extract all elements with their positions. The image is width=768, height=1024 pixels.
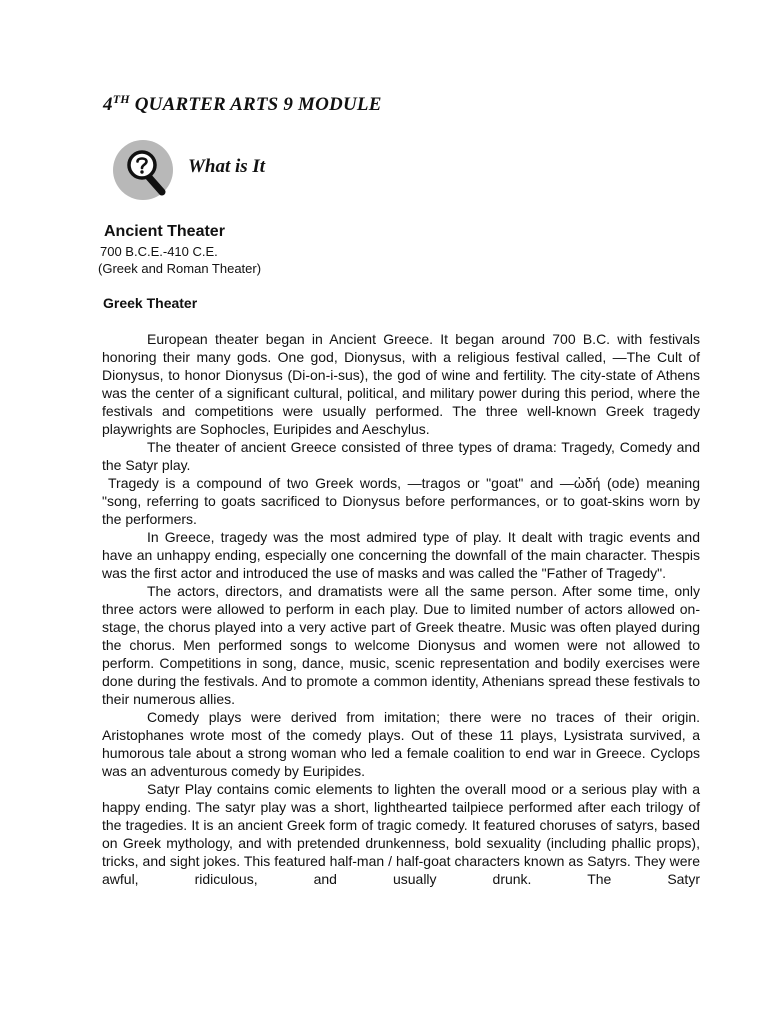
topic-title: Ancient Theater bbox=[104, 223, 225, 240]
paragraph-satyr-play: Satyr Play contains comic elements to lighten the overall mood or a serious play with a happy ending. The satyr play was a short, lighthearted tailpiece performed after each trilogy of the tragedies. It is an ancient Greek form of tragic comedy. It featured choruses of satyrs, based on Greek mythology, and with pretended drunkenness, bold sexuality (including phallic props), tricks, and sight jokes. This featured half-man / half-goat characters known as Satyrs. They were awful, ridiculous, and usually drunk. The Satyr bbox=[102, 781, 700, 887]
module-header bbox=[103, 92, 382, 116]
body-text bbox=[102, 330, 700, 888]
paragraph-comedy: Comedy plays were derived from imitation; there were no traces of their origin. Aristophanes wrote most of the comedy plays. Out of these 11 plays, Lysistrata survived, a humorous tale about a strong woman who led a female coalition to end war in Greece. Cyclops was an adventurous comedy by Euripides. bbox=[102, 709, 700, 779]
topic-subtitle: (Greek and Roman Theater) bbox=[98, 261, 262, 276]
section-label: What is It bbox=[188, 156, 266, 177]
paragraph-actors: The actors, directors, and dramatists were all the same person. After some time, only three actors were allowed to perform in each play. Due to limited number of actors allowed on-stage, the chorus played into a very active part of Greek theatre. Music was often played during the chorus. Men performed songs to welcome Dionysus and women were not allowed to perform. Competitions in song, dance, music, scenic representation and bodily exercises were done during the festivals. And to promote a common identity, Athenians spread these festivals to their numerous allies. bbox=[102, 583, 700, 707]
header-module-title: QUARTER ARTS 9 MODULE bbox=[129, 94, 382, 115]
magnifier-question-icon bbox=[112, 139, 174, 201]
date-range: 700 B.C.E.-410 C.E. bbox=[100, 244, 218, 259]
header-ordinal-suffix: TH bbox=[112, 92, 130, 106]
paragraph-tragedy: In Greece, tragedy was the most admired type of play. It dealt with tragic events and have an unhappy ending, especially one concerning the downfall of the main character. Thespis was the first actor and introduced the use of masks and was called the "Father of Tragedy". bbox=[102, 529, 700, 581]
section-heading: Greek Theater bbox=[103, 295, 198, 311]
paragraph-intro: European theater began in Ancient Greece. It began around 700 B.C. with festivals honoring their many gods. One god, Dionysus, with a religious festival called, —The Cult of Dionysus, to honor Dionysus (Di-on-i-sus), the god of wine and fertility. The city-state of Athens was the center of a significant cultural, political, and military power during this period, where the festivals and competitions were usually performed. The three well-known Greek tragedy playwrights are Sophocles, Euripides and Aeschylus. bbox=[102, 331, 700, 437]
header-quarter-number: 4 bbox=[103, 94, 113, 115]
paragraph-tragedy-etymology: Tragedy is a compound of two Greek words, —tragos or "goat" and —ὠδή (ode) meaning "song, referring to goats sacrificed to Dionysus before performances, or to goat-skins worn by the performers. bbox=[102, 475, 700, 527]
paragraph-drama-types: The theater of ancient Greece consisted of three types of drama: Tragedy, Comedy and the Satyr play. bbox=[102, 439, 700, 473]
